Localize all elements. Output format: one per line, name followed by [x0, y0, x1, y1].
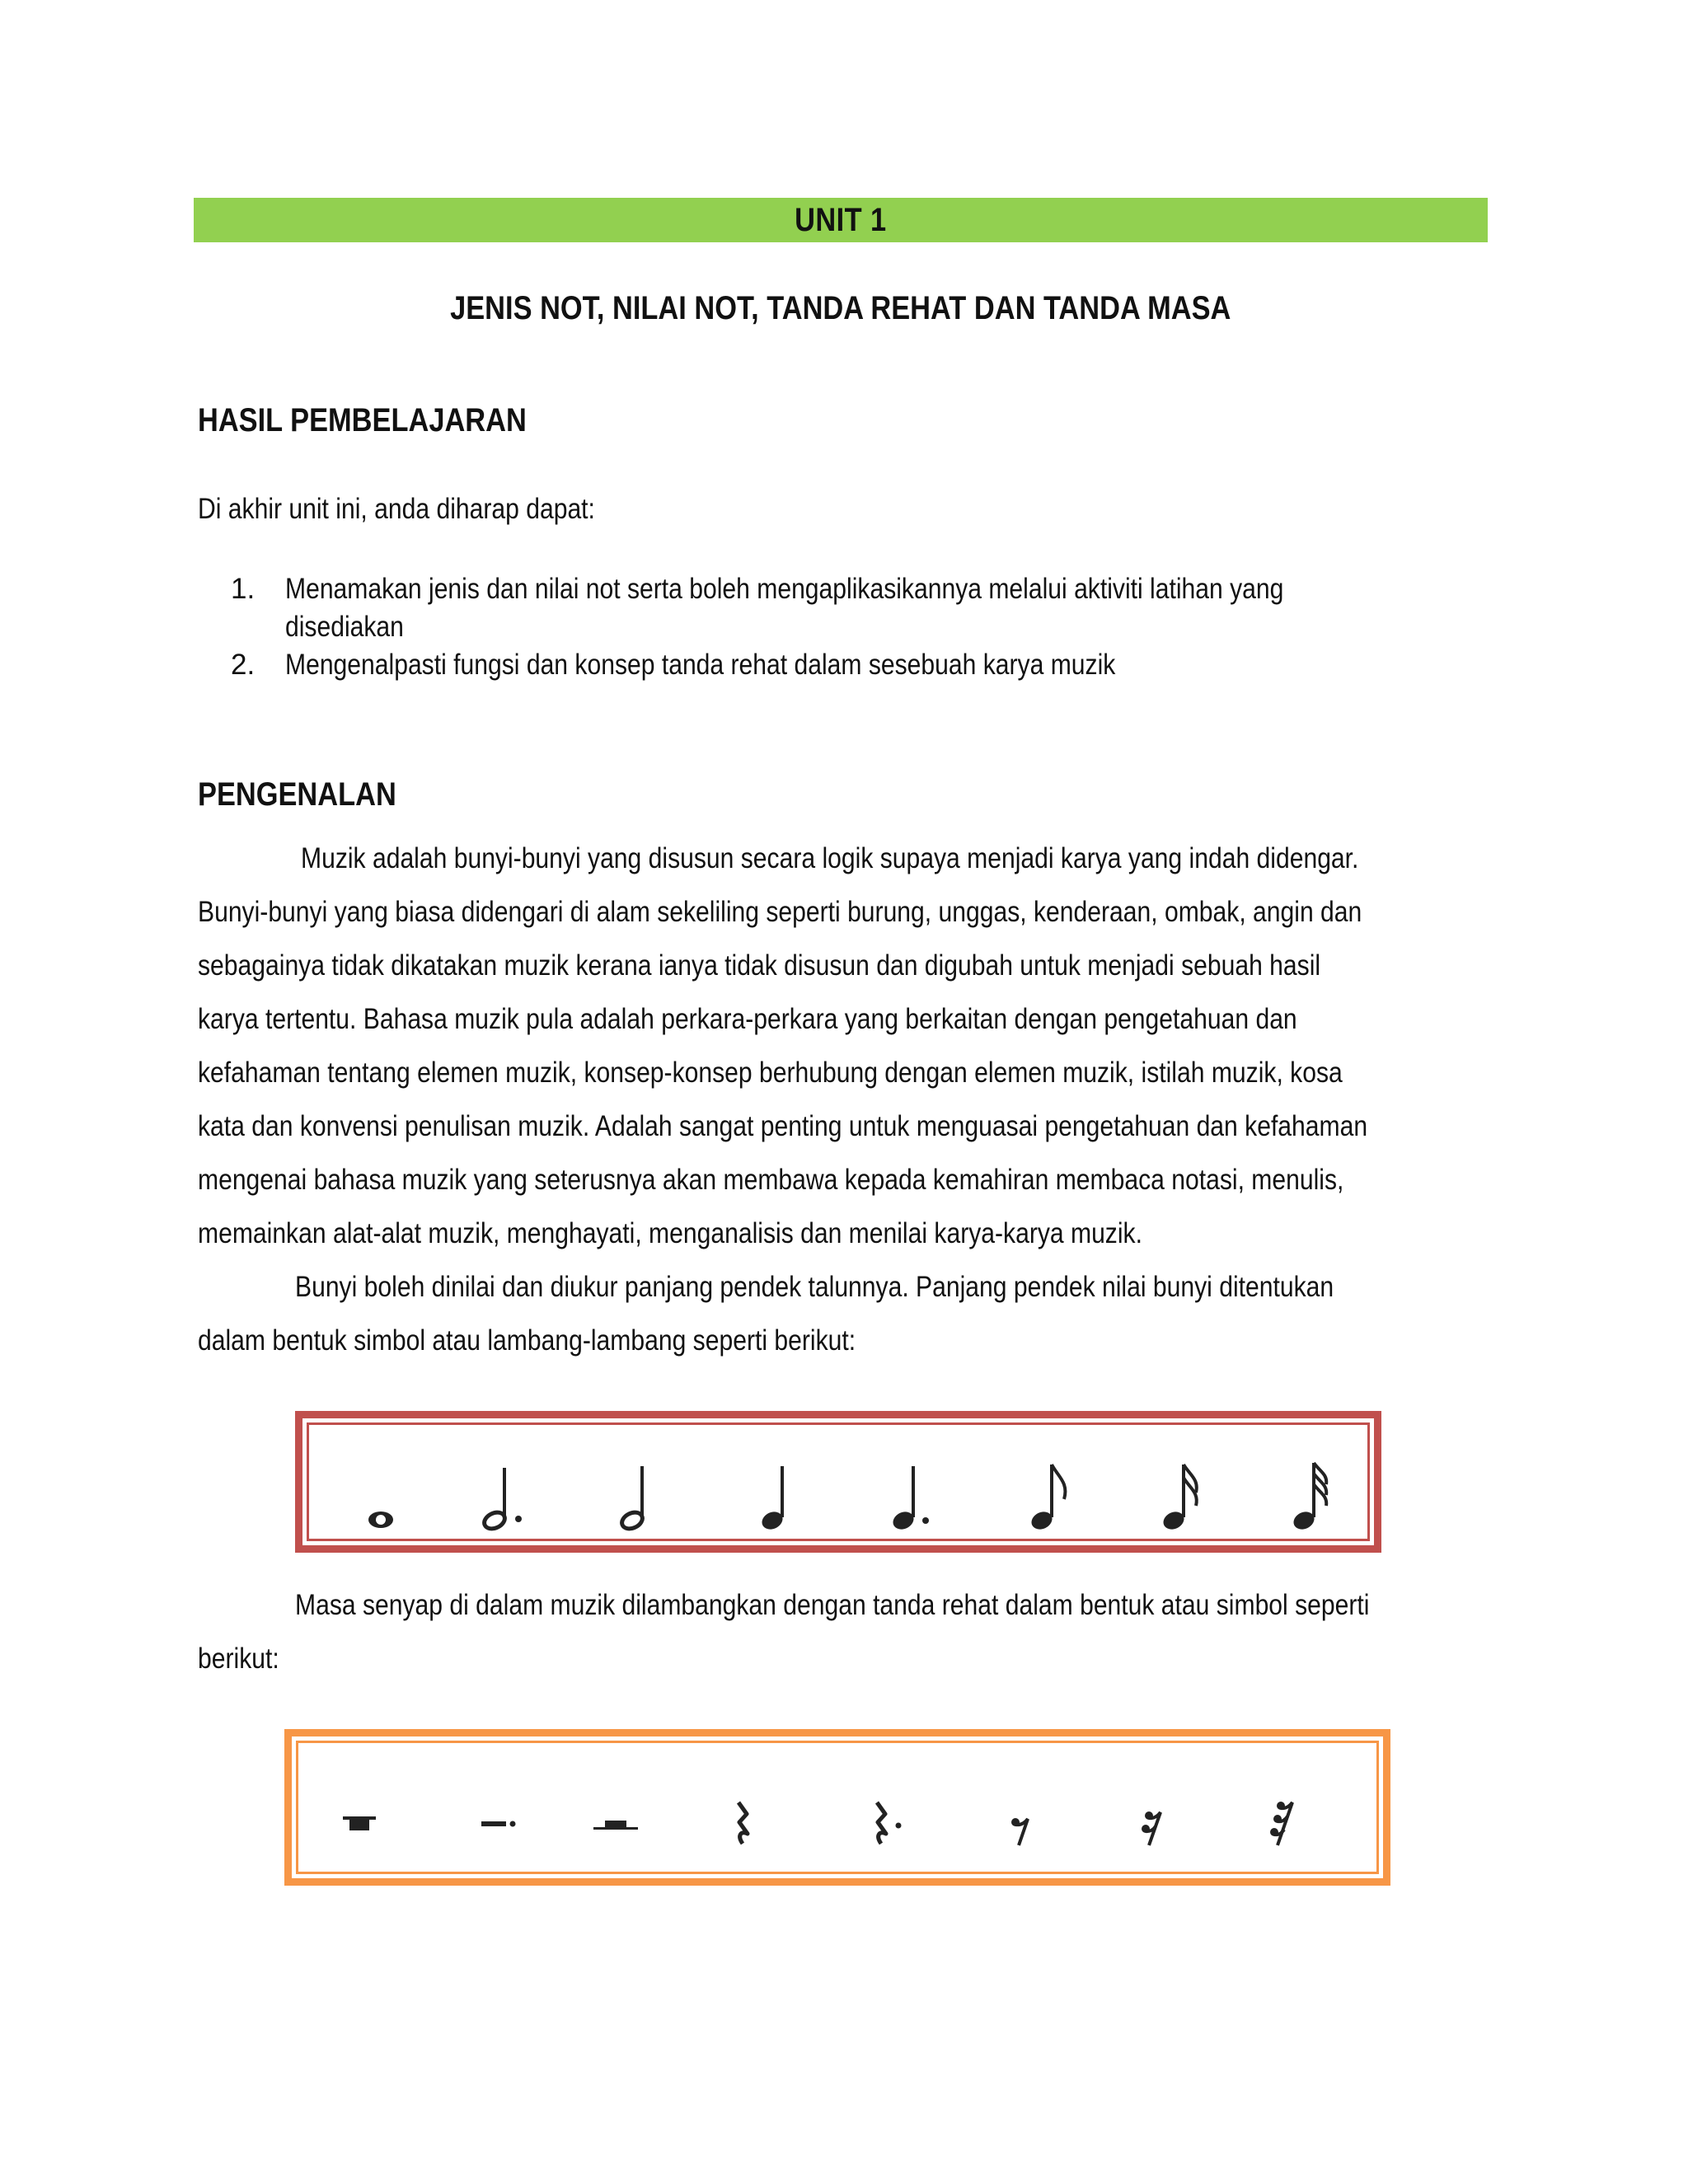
- note-symbols-graphic: [302, 1418, 1389, 1560]
- rest-values-panel: [284, 1729, 1390, 1886]
- quarter-note-icon: [759, 1466, 785, 1533]
- thirty-second-rest-icon: [1270, 1802, 1292, 1845]
- learning-outcomes-intro: [198, 493, 659, 526]
- paragraph-line: karya tertentu. Bahasa muzik pula adalah perkara-perkara yang berkaitan dengan pengetahuan dan: [198, 1003, 1297, 1035]
- paragraph-line: memainkan alat-alat muzik, menghayati, menganalisis dan menilai karya-karya muzik.: [198, 1217, 1142, 1249]
- list-item-number: 1.: [231, 573, 256, 605]
- list-item-text: disediakan: [285, 611, 404, 643]
- eighth-rest-icon: [1011, 1818, 1028, 1845]
- list-item-text: Mengenalpasti fungsi dan konsep tanda rehat dalam sesebuah karya muzik: [285, 649, 1116, 681]
- sixteenth-rest-icon: [1142, 1811, 1160, 1845]
- paragraph-line: berikut:: [198, 1643, 279, 1675]
- paragraph-line: Masa senyap di dalam muzik dilambangkan dengan tanda rehat dalam bentuk atau simbol seperti: [295, 1589, 1370, 1621]
- sixteenth-note-icon: [1160, 1465, 1197, 1533]
- dotted-half-note-icon: [481, 1468, 522, 1532]
- introduction-paragraph-3: [198, 1578, 1500, 1685]
- learning-outcomes-list: [231, 570, 1467, 684]
- paragraph-line: Bunyi-bunyi yang biasa didengari di alam sekeliling seperti burung, unggas, kenderaan, ombak, angin dan: [198, 896, 1362, 928]
- paragraph-line: kata dan konvensi penulisan muzik. Adalah sangat penting untuk menguasai pengetahuan dan kefahaman: [198, 1110, 1368, 1142]
- introduction-paragraph-1: [198, 832, 1500, 1367]
- half-note-icon: [619, 1466, 645, 1532]
- note-values-panel: [295, 1411, 1381, 1553]
- half-rest-icon: [593, 1821, 638, 1830]
- quarter-rest-icon: [738, 1802, 748, 1844]
- dotted-quarter-rest-icon: [877, 1802, 902, 1844]
- whole-rest-icon: [343, 1816, 376, 1830]
- intro-text: Di akhir unit ini, anda diharap dapat:: [198, 493, 595, 525]
- paragraph-line: Bunyi boleh dinilai dan diukur panjang pendek talunnya. Panjang pendek nilai bunyi ditentukan: [295, 1271, 1334, 1303]
- paragraph-line: kefahaman tentang elemen muzik, konsep-konsep berhubung dengan elemen muzik, istilah muzik, kosa: [198, 1057, 1343, 1089]
- list-item: [231, 646, 1467, 684]
- unit-label: UNIT 1: [795, 201, 887, 238]
- whole-note-icon: [368, 1511, 393, 1528]
- list-item-number: 2.: [231, 649, 256, 681]
- learning-outcomes-heading: [198, 402, 580, 439]
- paragraph-line: dalam bentuk simbol atau lambang-lambang seperti berikut:: [198, 1324, 856, 1357]
- rest-symbols-graphic: [292, 1736, 1398, 1893]
- thirty-second-note-icon: [1291, 1463, 1326, 1533]
- dotted-quarter-note-icon: [890, 1466, 929, 1533]
- introduction-heading-text: PENGENALAN: [198, 776, 396, 813]
- page-title: [194, 290, 1488, 327]
- introduction-heading: [198, 776, 429, 813]
- unit-banner: [194, 198, 1488, 242]
- paragraph-line: Muzik adalah bunyi-bunyi yang disusun secara logik supaya menjadi karya yang indah didengar.: [301, 842, 1359, 874]
- list-item-text: Menamakan jenis dan nilai not serta boleh mengaplikasikannya melalui aktiviti latihan yang: [285, 573, 1284, 605]
- eighth-note-icon: [1029, 1465, 1065, 1533]
- page-title-text: JENIS NOT, NILAI NOT, TANDA REHAT DAN TANDA MASA: [450, 290, 1231, 326]
- paragraph-line: mengenai bahasa muzik yang seterusnya akan membawa kepada kemahiran membaca notasi, menulis,: [198, 1164, 1344, 1196]
- learning-outcomes-heading-text: HASIL PEMBELAJARAN: [198, 402, 527, 438]
- paragraph-line: sebagainya tidak dikatakan muzik kerana ianya tidak disusun dan digubah untuk menjadi sebuah hasil: [198, 949, 1321, 982]
- list-item: [231, 570, 1467, 646]
- dotted-half-rest-icon: [481, 1821, 516, 1827]
